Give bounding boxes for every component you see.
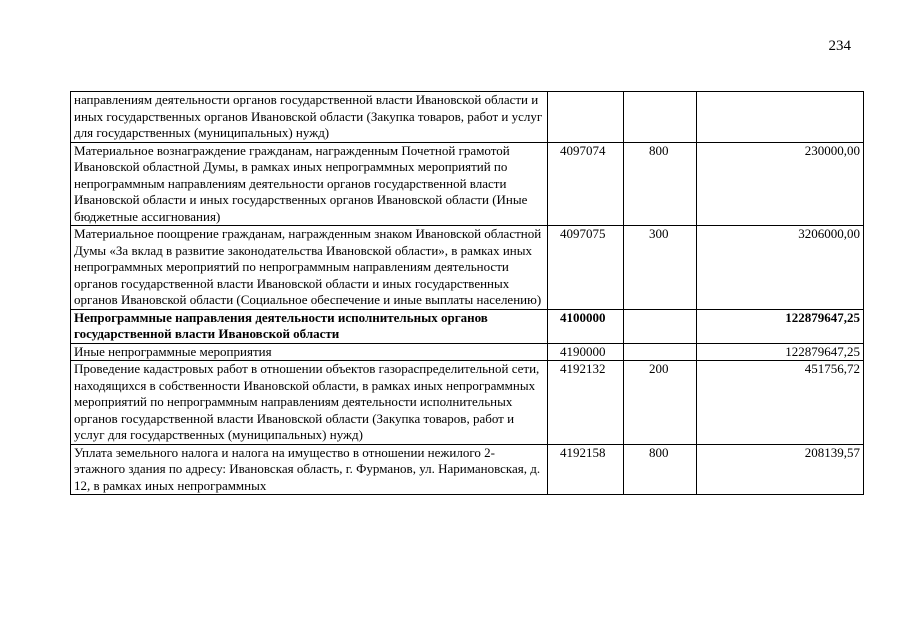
cell-amount: 208139,57 (697, 444, 864, 495)
table-row-section (71, 309, 864, 343)
table-row (71, 142, 864, 226)
cell-type (624, 309, 697, 343)
cell-amount: 3206000,00 (697, 226, 864, 310)
cell-name: Материальное вознаграждение гражданам, награжденным Почетной грамотой Ивановской областной Думы, в рамках иных непрограммных мероприятий по непрограммным направлениям деятельности органов государственной власти Ивановской области и иных государственных органов Ивановской области (Иные бюджетные ассигнования) (71, 142, 548, 226)
page-number: 234 (828, 38, 851, 54)
cell-code: 4100000 (548, 309, 624, 343)
cell-name: Материальное поощрение гражданам, награжденным знаком Ивановской областной Думы «За вклад в развитие законодательства Ивановской области», в рамках иных непрограммных мероприятий по непрограммным направлениям деятельности органов государственной власти Ивановской области и иных государственных органов Ивановской области (Социальное обеспечение и иные выплаты населению) (71, 226, 548, 310)
table-row (71, 444, 864, 495)
budget-table (70, 91, 864, 495)
cell-type: 800 (624, 444, 697, 495)
cell-type: 200 (624, 361, 697, 445)
cell-name: направлениям деятельности органов государственной власти Ивановской области и иных государственных органов Ивановской области (Закупка товаров, работ и услуг для государственных (муниципальных) нужд) (71, 92, 548, 143)
cell-code: 4192132 (548, 361, 624, 445)
cell-type (624, 343, 697, 361)
cell-amount (697, 92, 864, 143)
table-row (71, 92, 864, 143)
cell-code (548, 92, 624, 143)
cell-amount: 230000,00 (697, 142, 864, 226)
cell-amount: 122879647,25 (697, 343, 864, 361)
table-row (71, 361, 864, 445)
cell-amount: 122879647,25 (697, 309, 864, 343)
cell-type: 800 (624, 142, 697, 226)
cell-name: Иные непрограммные мероприятия (71, 343, 548, 361)
cell-name: Непрограммные направления деятельности исполнительных органов государственной власти Ивановской области (71, 309, 548, 343)
cell-name: Проведение кадастровых работ в отношении объектов газораспределительной сети, находящихся в собственности Ивановской области, в рамках иных непрограммных мероприятий по непрограммным направлениям деятельности исполнительных органов государственной власти Ивановской области (Закупка товаров, работ и услуг для государственных (муниципальных) нужд) (71, 361, 548, 445)
table-row (71, 343, 864, 361)
cell-name: Уплата земельного налога и налога на имущество в отношении нежилого 2-этажного здания по адресу: Ивановская область, г. Фурманов, ул. Наримановская, д. 12, в рамках иных непрограммных (71, 444, 548, 495)
cell-code: 4097075 (548, 226, 624, 310)
cell-type (624, 92, 697, 143)
cell-code: 4097074 (548, 142, 624, 226)
table-row (71, 226, 864, 310)
cell-code: 4192158 (548, 444, 624, 495)
cell-type: 300 (624, 226, 697, 310)
cell-code: 4190000 (548, 343, 624, 361)
cell-amount: 451756,72 (697, 361, 864, 445)
